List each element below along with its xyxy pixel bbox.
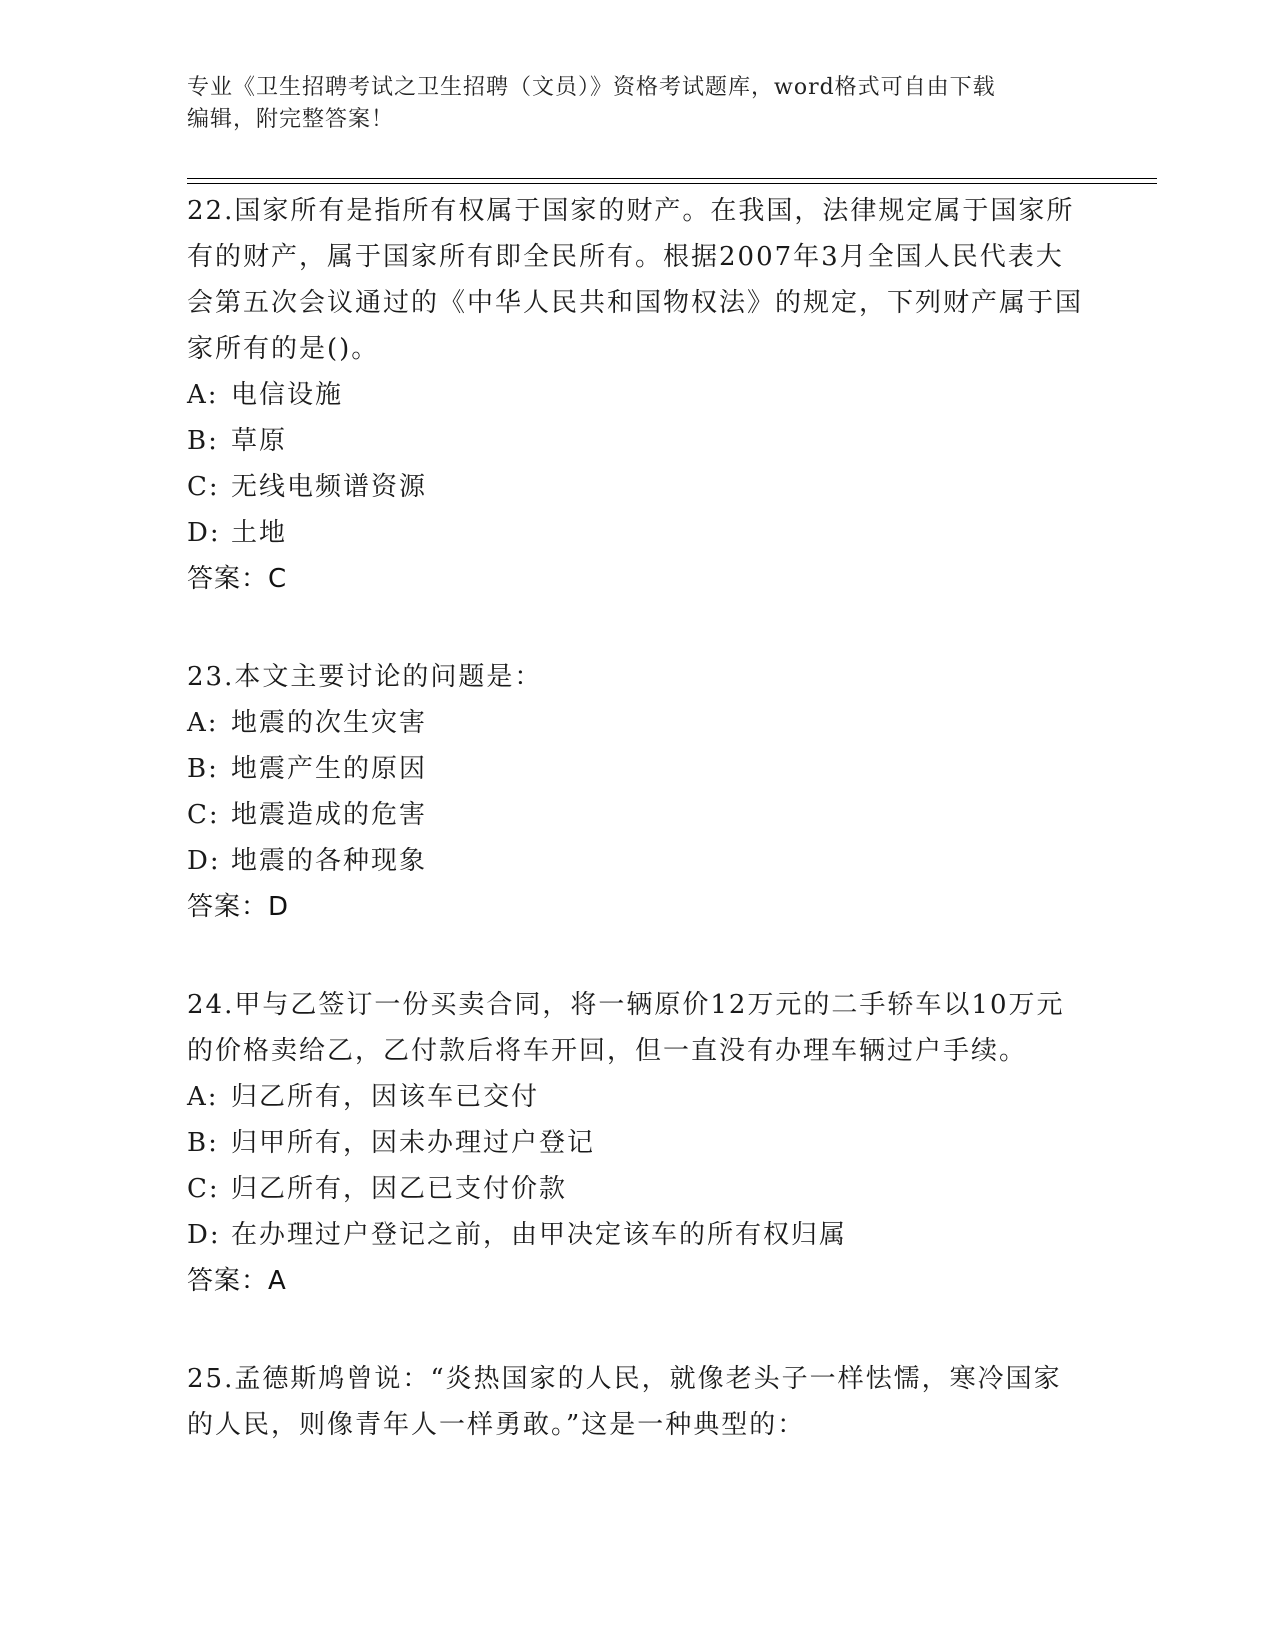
answer-line: 答案：A [187, 1266, 287, 1296]
option-text: 归乙所有，因该车已交付 [231, 1082, 540, 1112]
question-text: 24.甲与乙签订一份买卖合同，将一辆原价12万元的二手轿车以10万元的价格卖给乙，乙付款后将车开回，但一直没有办理车辆过户手续。 [187, 990, 1065, 1066]
option-a [187, 372, 1087, 418]
answer-line: 答案：D [187, 892, 290, 922]
option-letter: B: [187, 754, 219, 784]
option-text: 土地 [231, 518, 288, 548]
header-divider-top [187, 178, 1157, 179]
option-b [187, 418, 1087, 464]
answer-line: 答案：C [187, 564, 288, 594]
option-letter: A: [187, 708, 219, 738]
option-letter: D: [187, 846, 221, 876]
question-list [187, 188, 1087, 1500]
question-22 [187, 188, 1087, 602]
option-text: 草原 [231, 426, 288, 456]
question-text: 25.孟德斯鸠曾说：“炎热国家的人民，就像老头子一样怯懦，寒冷国家的人民，则像青年人一样勇敢。”这是一种典型的： [187, 1364, 1062, 1440]
option-text: 地震的各种现象 [231, 846, 428, 876]
option-letter: D: [187, 518, 221, 548]
question-text: 22.国家所有是指所有权属于国家的财产。在我国，法律规定属于国家所有的财产，属于国家所有即全民所有。根据2007年3月全国人民代表大会第五次会议通过的《中华人民共和国物权法》的规定，下列财产属于国家所有的是()。 [187, 196, 1084, 364]
option-a [187, 1074, 1087, 1120]
question-25 [187, 1356, 1087, 1448]
option-letter: C: [187, 472, 220, 502]
option-d [187, 838, 1087, 884]
option-d [187, 510, 1087, 556]
option-letter: C: [187, 800, 220, 830]
option-c [187, 1166, 1087, 1212]
option-text: 归甲所有，因未办理过户登记 [231, 1128, 596, 1158]
option-text: 电信设施 [231, 380, 344, 410]
option-b [187, 1120, 1087, 1166]
option-text: 地震产生的原因 [231, 754, 428, 784]
option-letter: D: [187, 1220, 221, 1250]
option-text: 地震的次生灾害 [231, 708, 428, 738]
option-c [187, 464, 1087, 510]
question-24 [187, 982, 1087, 1304]
question-23 [187, 654, 1087, 930]
header-line-2: 编辑，附完整答案！ [187, 107, 395, 132]
option-letter: B: [187, 1128, 219, 1158]
option-a [187, 700, 1087, 746]
option-letter: A: [187, 380, 219, 410]
option-letter: C: [187, 1174, 220, 1204]
option-text: 地震造成的危害 [231, 800, 428, 830]
option-letter: B: [187, 426, 219, 456]
option-c [187, 792, 1087, 838]
header-divider-bottom [187, 183, 1157, 184]
option-b [187, 746, 1087, 792]
option-d [187, 1212, 1087, 1258]
option-text: 无线电频谱资源 [231, 472, 428, 502]
option-letter: A: [187, 1082, 219, 1112]
option-text: 归乙所有，因乙已支付价款 [231, 1174, 568, 1204]
option-text: 在办理过户登记之前，由甲决定该车的所有权归属 [231, 1220, 848, 1250]
question-text: 23.本文主要讨论的问题是： [187, 662, 543, 692]
document-header [187, 72, 1087, 136]
header-line-1: 专业《卫生招聘考试之卫生招聘（文员）》资格考试题库，word格式可自由下载 [187, 75, 996, 100]
